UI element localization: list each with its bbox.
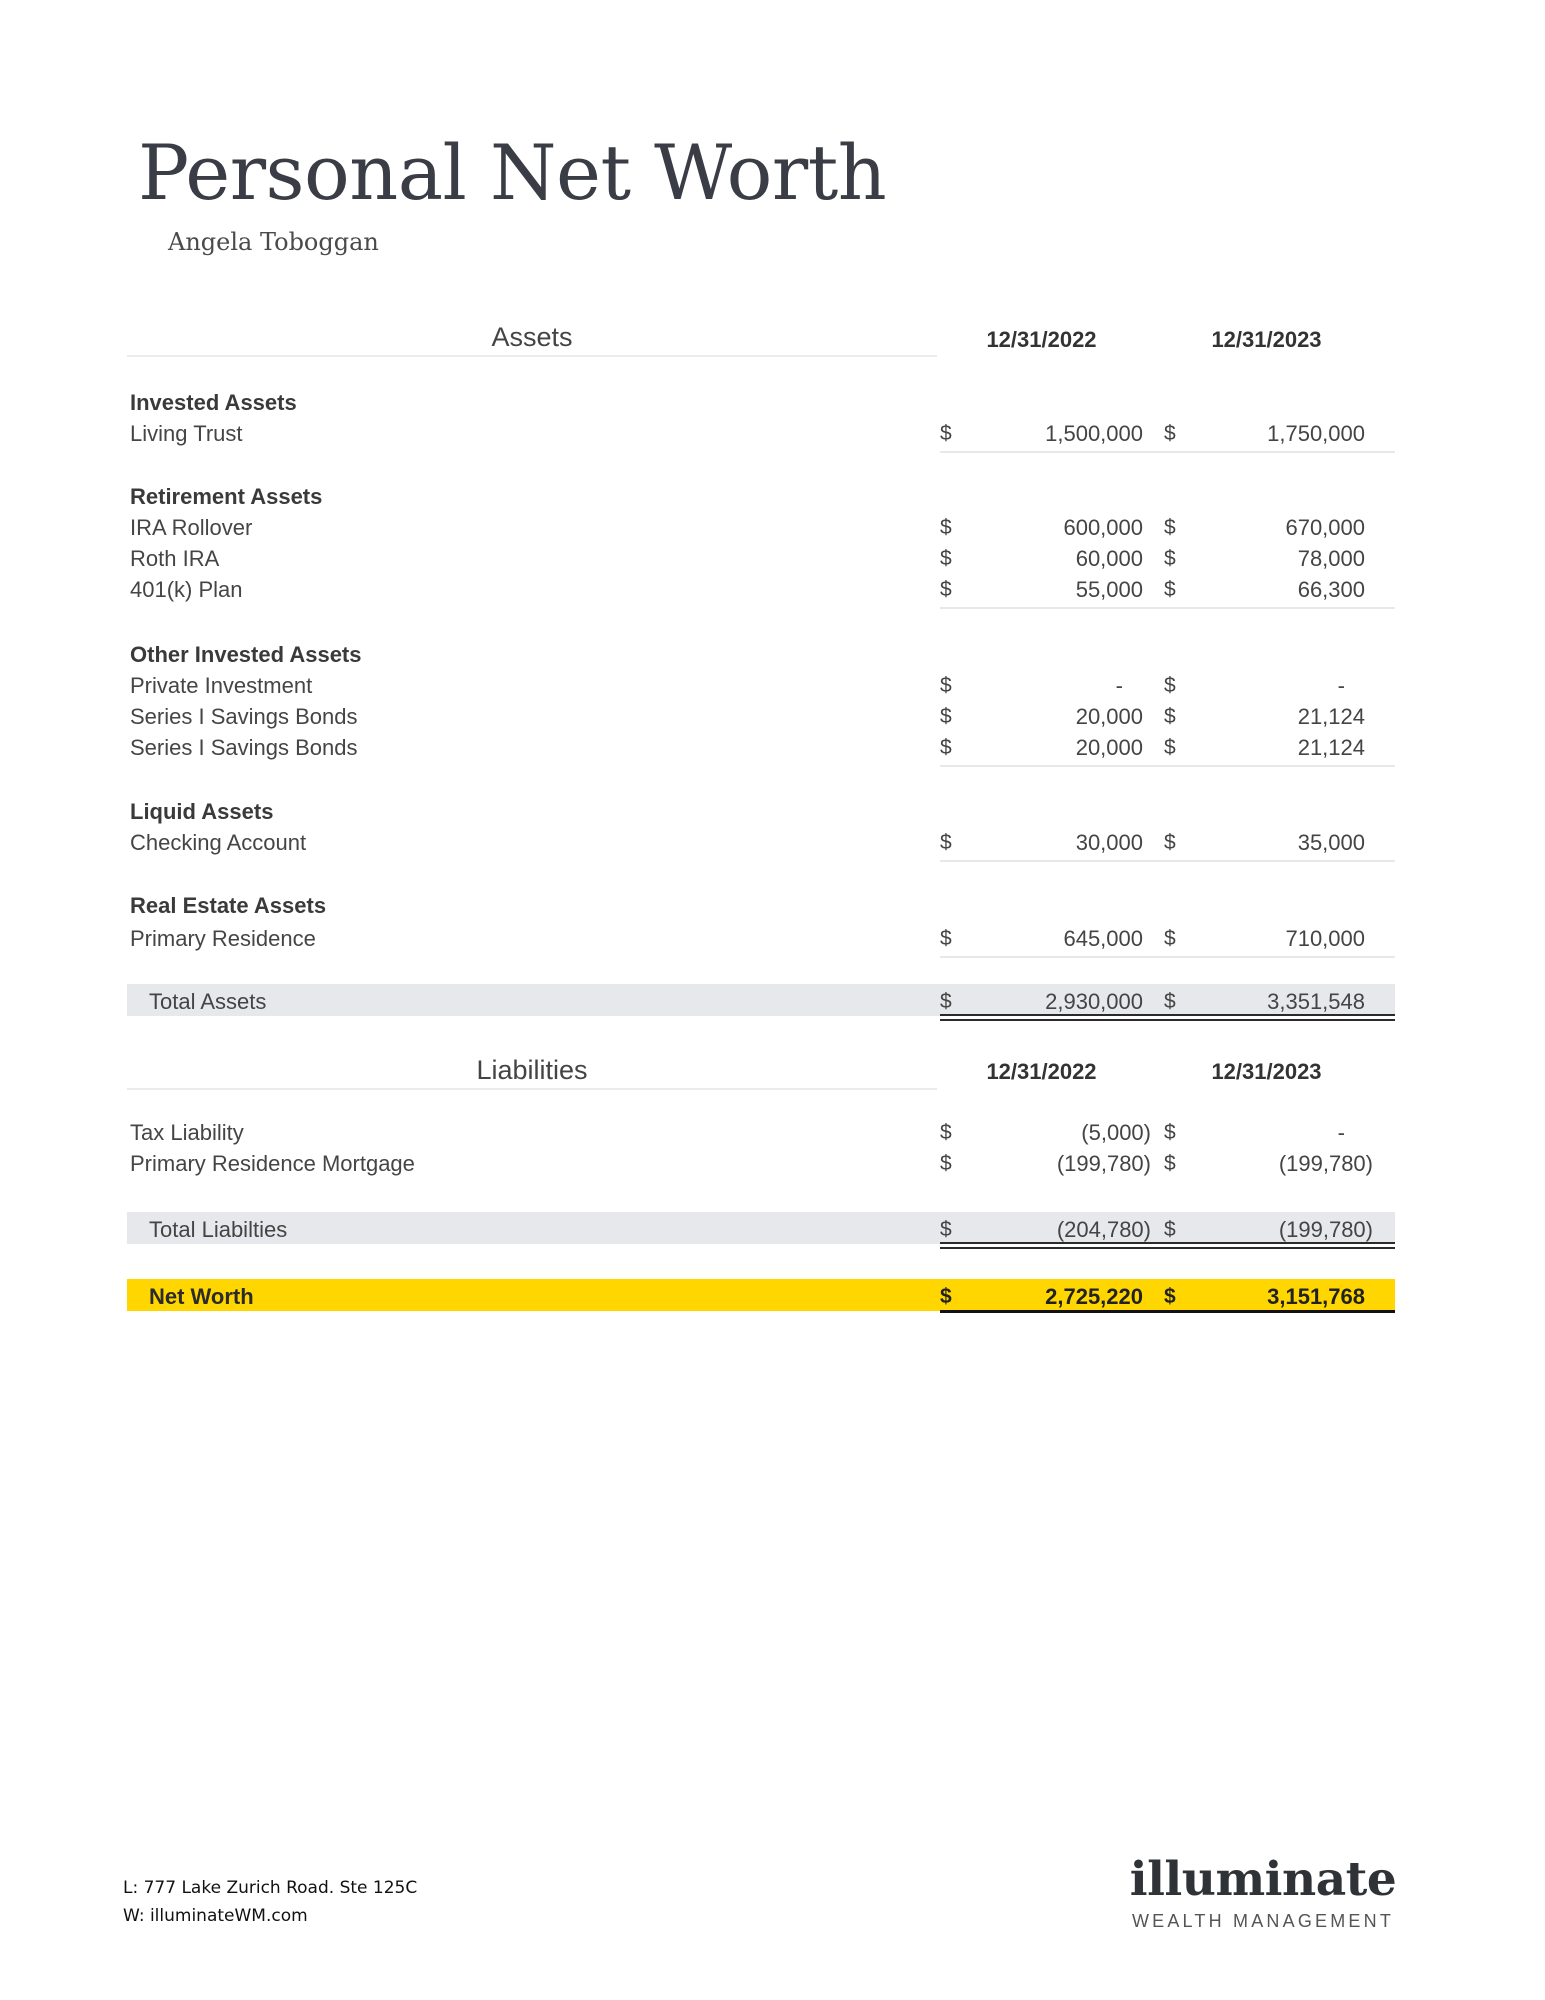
value-2022: 20,000 [1075, 735, 1143, 760]
value-2023: 78,000 [1297, 546, 1365, 571]
liabilities-heading: Liabilities [476, 1055, 588, 1085]
line-item-label: Living Trust [130, 421, 243, 446]
value-2023: 35,000 [1297, 830, 1365, 855]
line-item-label: Series I Savings Bonds [130, 704, 358, 729]
currency-symbol: $ [940, 705, 952, 728]
value-2022: 600,000 [1063, 515, 1143, 540]
currency-symbol: $ [940, 1218, 952, 1241]
currency-symbol: $ [1164, 1218, 1176, 1241]
value-2022: (199,780) [1056, 1151, 1151, 1176]
value-2023: 710,000 [1285, 926, 1365, 951]
value-2023: - [1337, 673, 1345, 698]
line-item-label: Primary Residence [130, 926, 316, 951]
value-2023: 1,750,000 [1267, 421, 1365, 446]
line-item-label: Primary Residence Mortgage [130, 1151, 415, 1176]
group-divider [940, 607, 1395, 609]
value-2023: (199,780) [1278, 1151, 1373, 1176]
net-worth-2022: 2,725,220 [1045, 1284, 1143, 1309]
group-title: Invested Assets [130, 390, 297, 415]
line-item-label: 401(k) Plan [130, 577, 243, 602]
group-divider [940, 860, 1395, 862]
value-2023: 670,000 [1285, 515, 1365, 540]
value-2022: 55,000 [1075, 577, 1143, 602]
currency-symbol: $ [1164, 736, 1176, 759]
currency-symbol: $ [940, 831, 952, 854]
currency-symbol: $ [940, 927, 952, 950]
group-divider [940, 451, 1395, 453]
page-title: Personal Net Worth [138, 128, 887, 217]
assets-heading-divider [127, 355, 937, 357]
total-assets-2022: 2,930,000 [1045, 989, 1143, 1014]
line-item-label: Roth IRA [130, 546, 220, 571]
line-item-label: Series I Savings Bonds [130, 735, 358, 760]
liabilities-col-date-2: 12/31/2023 [1211, 1059, 1322, 1084]
value-2022: 30,000 [1075, 830, 1143, 855]
group-divider [940, 956, 1395, 958]
currency-symbol: $ [940, 990, 952, 1013]
assets-col-date-1: 12/31/2022 [986, 327, 1097, 352]
currency-symbol: $ [1164, 1121, 1176, 1144]
currency-symbol: $ [940, 1285, 952, 1308]
currency-symbol: $ [940, 1152, 952, 1175]
client-name: Angela Toboggan [168, 228, 379, 256]
value-2022: (5,000) [1081, 1120, 1151, 1145]
currency-symbol: $ [1164, 1152, 1176, 1175]
value-2022: - [1115, 673, 1123, 698]
currency-symbol: $ [940, 674, 952, 697]
liabilities-heading-divider [127, 1088, 937, 1090]
total-liabilities-2022: (204,780) [1056, 1217, 1151, 1242]
currency-symbol: $ [940, 1121, 952, 1144]
total-liabilities-label: Total Liabilties [149, 1217, 288, 1242]
total-liabilities-2023: (199,780) [1278, 1217, 1373, 1242]
group-title: Retirement Assets [130, 484, 323, 509]
currency-symbol: $ [940, 422, 952, 445]
liabilities-col-date-1: 12/31/2022 [986, 1059, 1097, 1084]
currency-symbol: $ [1164, 831, 1176, 854]
currency-symbol: $ [940, 578, 952, 601]
company-logo-wordmark: illuminate [1129, 1852, 1397, 1907]
footer-website: W: illuminateWM.com [123, 1906, 308, 1926]
line-item-label: Private Investment [130, 673, 313, 698]
currency-symbol: $ [1164, 674, 1176, 697]
net-worth-label: Net Worth [149, 1284, 254, 1309]
currency-symbol: $ [940, 516, 952, 539]
value-2022: 1,500,000 [1045, 421, 1143, 446]
currency-symbol: $ [1164, 990, 1176, 1013]
currency-symbol: $ [1164, 547, 1176, 570]
net-worth-2023: 3,151,768 [1267, 1284, 1365, 1309]
group-title: Real Estate Assets [130, 893, 327, 918]
footer-address: L: 777 Lake Zurich Road. Ste 125C [123, 1878, 418, 1898]
currency-symbol: $ [1164, 422, 1176, 445]
total-assets-2023: 3,351,548 [1267, 989, 1365, 1014]
currency-symbol: $ [1164, 927, 1176, 950]
line-item-label: IRA Rollover [130, 515, 253, 540]
value-2023: - [1337, 1120, 1345, 1145]
currency-symbol: $ [940, 736, 952, 759]
line-item-label: Tax Liability [130, 1120, 244, 1145]
assets-col-date-2: 12/31/2023 [1211, 327, 1322, 352]
total-assets-label: Total Assets [149, 989, 267, 1014]
currency-symbol: $ [940, 547, 952, 570]
net-worth-underline [940, 1310, 1395, 1313]
assets-heading: Assets [491, 322, 573, 352]
total-assets-underline [940, 1014, 1395, 1021]
group-divider [940, 765, 1395, 767]
value-2023: 21,124 [1297, 704, 1365, 729]
group-title: Other Invested Assets [130, 642, 362, 667]
value-2022: 645,000 [1063, 926, 1143, 951]
line-item-label: Checking Account [130, 830, 307, 855]
value-2023: 66,300 [1297, 577, 1365, 602]
value-2022: 60,000 [1075, 546, 1143, 571]
company-logo-tagline: WEALTH MANAGEMENT [1131, 1911, 1395, 1931]
group-title: Liquid Assets [130, 799, 274, 824]
currency-symbol: $ [1164, 516, 1176, 539]
currency-symbol: $ [1164, 1285, 1176, 1308]
currency-symbol: $ [1164, 578, 1176, 601]
total-liabilities-underline [940, 1242, 1395, 1249]
value-2023: 21,124 [1297, 735, 1365, 760]
currency-symbol: $ [1164, 705, 1176, 728]
value-2022: 20,000 [1075, 704, 1143, 729]
